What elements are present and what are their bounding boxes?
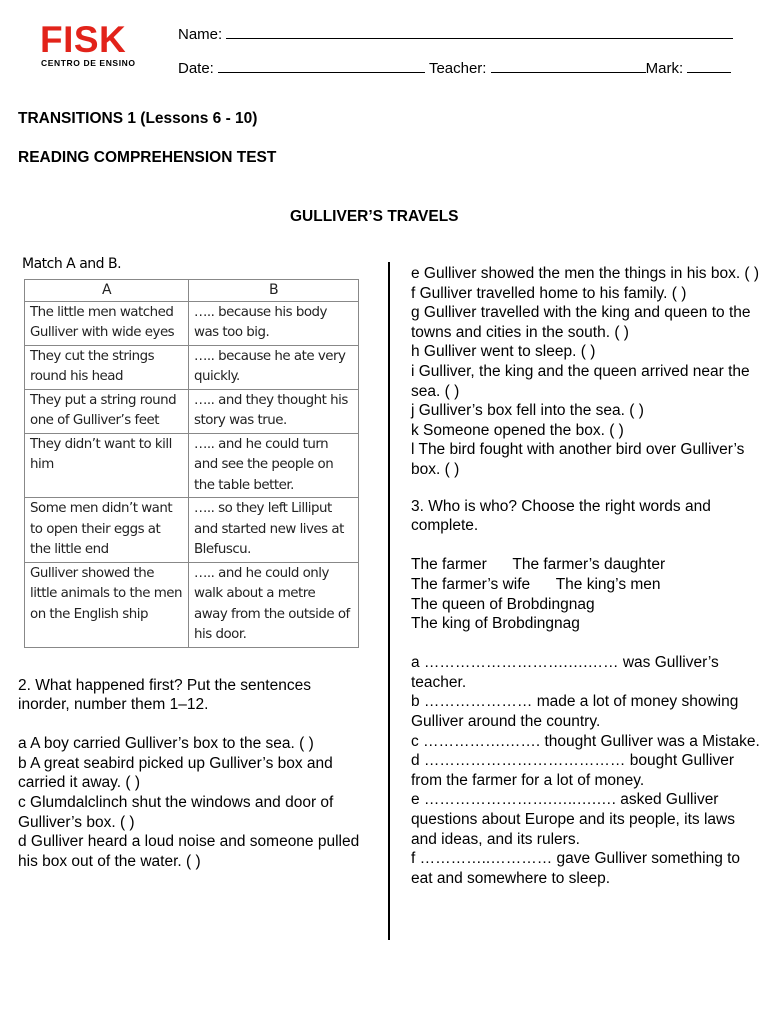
order-item: d Gulliver heard a loud noise and someone pulled his box out of the water. ( ) xyxy=(18,833,360,870)
match-table xyxy=(24,279,359,648)
match-cell-b: ….. because he ate very quickly. xyxy=(189,345,359,389)
order-item: f Gulliver travelled home to his family. ( ) xyxy=(411,284,687,302)
match-cell-a: They didn’t want to kill him xyxy=(25,433,189,498)
who-item: c …………….……. thought Gulliver was a Mistake. xyxy=(411,732,760,750)
match-cell-b: ….. and he could only walk about a metre away from the outside of his door. xyxy=(189,562,359,647)
match-row xyxy=(25,345,359,389)
date-label: Date: xyxy=(178,60,214,77)
match-cell-b: ….. and he could turn and see the people on the table better. xyxy=(189,433,359,498)
match-row xyxy=(25,433,359,498)
date-teacher-mark-line xyxy=(178,59,731,78)
match-cell-b: ….. because his body was too big. xyxy=(189,301,359,345)
name-line xyxy=(178,25,733,44)
column-a-header: A xyxy=(25,280,189,302)
order-item: l The bird fought with another bird over Gulliver’s box. ( ) xyxy=(411,441,745,478)
left-column xyxy=(18,256,366,871)
question-2 xyxy=(18,676,366,872)
match-row xyxy=(25,498,359,563)
word-bank-line: The farmer’s wife The king’s men xyxy=(411,575,661,593)
order-item: k Someone opened the box. ( ) xyxy=(411,421,624,439)
match-row xyxy=(25,301,359,345)
mark-field[interactable] xyxy=(687,59,731,73)
word-bank-line: The farmer The farmer’s daughter xyxy=(411,556,666,574)
name-label: Name: xyxy=(178,26,223,43)
who-item: e …………………….…..….…. asked Gulliver questions about Europe and its people, its laws and ideas, and its rulers. xyxy=(411,791,735,848)
match-row xyxy=(25,389,359,433)
match-cell-b: ….. and they thought his story was true. xyxy=(189,389,359,433)
match-instruction: Match A and B. xyxy=(22,256,122,272)
column-divider xyxy=(388,262,390,940)
match-row xyxy=(25,562,359,647)
order-item: i Gulliver, the king and the queen arrived near the sea. ( ) xyxy=(411,362,750,400)
fisk-logo xyxy=(40,19,152,68)
logo-subtitle: CENTRO DE ENSINO xyxy=(41,58,136,68)
name-field[interactable] xyxy=(226,25,733,39)
order-item: e Gulliver showed the men the things in his box. ( ) xyxy=(411,265,760,282)
match-cell-a: Gulliver showed the little animals to the men on the English ship xyxy=(25,562,189,647)
date-field[interactable] xyxy=(218,59,425,73)
who-item: a ……………………….….…… was Gulliver’s teacher. xyxy=(411,654,719,691)
logo-wordmark: FISK xyxy=(40,19,127,60)
order-item: b A great seabird picked up Gulliver’s box and carried it away. ( ) xyxy=(18,754,333,792)
story-title: GULLIVER’S TRAVELS xyxy=(290,208,459,225)
who-item: f …………..………… gave Gulliver something to eat and somewhere to sleep. xyxy=(411,850,741,887)
question-3-prompt: 3. Who is who? Choose the right words and complete. xyxy=(411,497,711,535)
right-column xyxy=(411,264,761,888)
match-cell-b: ….. so they left Lilliput and started new lives at Blefuscu. xyxy=(189,498,359,563)
match-table-header xyxy=(25,280,359,302)
word-bank-line: The king of Brobdingnag xyxy=(411,615,580,633)
course-heading: TRANSITIONS 1 (Lessons 6 - 10) xyxy=(18,110,258,127)
question-2-prompt: 2. What happened first? Put the sentences inorder, number them 1–12. xyxy=(18,676,311,714)
order-item: g Gulliver travelled with the king and queen to the towns and cities in the south. ( ) xyxy=(411,304,751,341)
match-cell-a: They put a string round one of Gulliver’s feet xyxy=(25,389,189,433)
teacher-field[interactable] xyxy=(491,59,646,73)
mark-label: Mark: xyxy=(645,60,684,77)
who-item: b ………………… made a lot of money showing Gulliver around the country. xyxy=(411,693,739,731)
order-item: c Glumdalclinch shut the windows and door of Gulliver’s box. ( ) xyxy=(18,794,334,831)
match-cell-a: They cut the strings round his head xyxy=(25,345,189,389)
test-heading: READING COMPREHENSION TEST xyxy=(18,149,277,166)
who-item: d ………………………………… bought Gulliver from the farmer for a lot of money. xyxy=(411,752,734,789)
word-bank-line: The queen of Brobdingnag xyxy=(411,595,595,613)
match-cell-a: Some men didn’t want to open their eggs at the little end xyxy=(25,498,189,563)
column-b-header: B xyxy=(189,280,359,302)
teacher-label: Teacher: xyxy=(428,60,487,77)
order-item: j Gulliver’s box fell into the sea. ( ) xyxy=(411,402,644,420)
order-item: h Gulliver went to sleep. ( ) xyxy=(411,343,596,361)
match-cell-a: The little men watched Gulliver with wide eyes xyxy=(25,301,189,345)
order-item: a A boy carried Gulliver’s box to the sea. ( ) xyxy=(18,735,314,753)
